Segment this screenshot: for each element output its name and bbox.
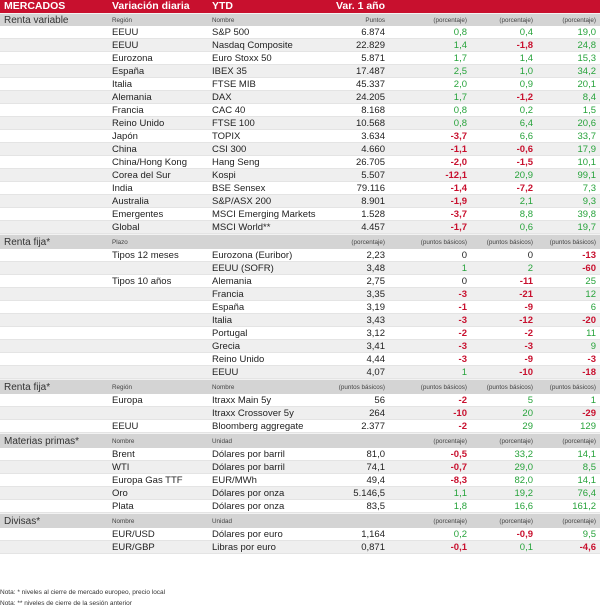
row-level: 22.829 <box>355 40 385 51</box>
row-name: Francia <box>212 289 244 300</box>
row-group: WTI <box>112 462 130 473</box>
daily-change: 1,7 <box>453 53 467 64</box>
table-row <box>0 394 600 407</box>
footnote: Nota: ** niveles de cierre de la sesión anterior <box>0 600 132 607</box>
section-header-renta-variable <box>0 13 600 26</box>
daily-change-column-title: Variación diaria <box>112 0 190 12</box>
row-level: 6.874 <box>361 27 385 38</box>
row-name: Italia <box>212 315 233 326</box>
table-row <box>0 78 600 91</box>
row-level: 5.146,5 <box>353 488 385 499</box>
one-year-change: 9,3 <box>582 196 596 207</box>
row-group: Japón <box>112 131 138 142</box>
ytd-change: -3 <box>524 341 533 352</box>
ytd-change: -9 <box>524 354 533 365</box>
ytd-change: 2,1 <box>519 196 533 207</box>
row-name: Eurozona (Euribor) <box>212 250 293 261</box>
row-level: 56 <box>374 395 385 406</box>
ytd-change: -12 <box>519 315 533 326</box>
row-name: Dólares por barril <box>212 449 285 460</box>
table-row <box>0 314 600 327</box>
row-name: CAC 40 <box>212 105 246 116</box>
one-year-change: -60 <box>582 263 596 274</box>
row-level: 3.634 <box>361 131 385 142</box>
table-row <box>0 353 600 366</box>
daily-change: -12,1 <box>445 170 467 181</box>
ytd-change: -1,2 <box>516 92 533 103</box>
ytd-change: -21 <box>519 289 533 300</box>
row-name: TOPIX <box>212 131 241 142</box>
row-level: 8.901 <box>361 196 385 207</box>
table-row <box>0 448 600 461</box>
table-row <box>0 301 600 314</box>
daily-change: 1,7 <box>453 92 467 103</box>
column-header: (puntos básicos) <box>549 384 596 391</box>
ytd-change: 8,8 <box>519 209 533 220</box>
daily-change: 0,8 <box>453 105 467 116</box>
one-year-change: 39,8 <box>577 209 596 220</box>
row-name: Euro Stoxx 50 <box>212 53 272 64</box>
table-row <box>0 156 600 169</box>
table-row <box>0 208 600 221</box>
row-level: 79.116 <box>356 183 385 194</box>
ytd-change: -7,2 <box>516 183 533 194</box>
row-level: 3,12 <box>366 328 385 339</box>
table-row <box>0 39 600 52</box>
one-year-change: 6 <box>590 302 596 313</box>
section-title: Divisas* <box>4 516 41 527</box>
table-row <box>0 340 600 353</box>
column-header: (porcentaje) <box>351 239 385 246</box>
ytd-change: 0,2 <box>519 105 533 116</box>
one-year-change: 33,7 <box>577 131 596 142</box>
one-year-change: 10,1 <box>577 157 596 168</box>
one-year-change: 14,1 <box>577 475 596 486</box>
one-year-change: 17,9 <box>577 144 596 155</box>
row-name: S&P 500 <box>212 27 250 38</box>
one-year-change: 129 <box>580 421 596 432</box>
table-row <box>0 26 600 39</box>
row-name: DAX <box>212 92 232 103</box>
table-row <box>0 487 600 500</box>
row-group: Global <box>112 222 140 233</box>
column-header: Nombre <box>112 438 135 445</box>
daily-change: -1,4 <box>450 183 467 194</box>
row-level: 3,41 <box>366 341 385 352</box>
row-level: 45.337 <box>355 79 385 90</box>
table-row <box>0 262 600 275</box>
table-row <box>0 249 600 262</box>
row-level: 4,44 <box>366 354 385 365</box>
one-year-change: -29 <box>582 408 596 419</box>
section-header-materias-primas <box>0 433 600 448</box>
row-group: Reino Unido <box>112 118 165 129</box>
row-group: India <box>112 183 133 194</box>
one-year-change: -18 <box>582 367 596 378</box>
section-header-divisas <box>0 513 600 528</box>
table-row <box>0 420 600 433</box>
row-name: Portugal <box>212 328 248 339</box>
column-header: Región <box>112 17 132 24</box>
ytd-change: 0,1 <box>519 542 533 553</box>
row-name: BSE Sensex <box>212 183 266 194</box>
daily-change: 2,5 <box>453 66 467 77</box>
daily-change: -1,1 <box>450 144 467 155</box>
daily-change: -10 <box>453 408 467 419</box>
table-row <box>0 104 600 117</box>
daily-change: 1,1 <box>453 488 467 499</box>
section-header-renta-fija-tipos <box>0 234 600 249</box>
one-year-change: 24,8 <box>577 40 596 51</box>
row-name: FTSE 100 <box>212 118 255 129</box>
row-group: Tipos 10 años <box>112 276 172 287</box>
row-name: IBEX 35 <box>212 66 247 77</box>
column-header: Región <box>112 384 132 391</box>
ytd-change: 5 <box>527 395 533 406</box>
row-level: 8.168 <box>361 105 385 116</box>
ytd-change: 20,9 <box>514 170 533 181</box>
row-group: EUR/USD <box>112 529 155 540</box>
table-row <box>0 366 600 379</box>
one-year-change: 1,5 <box>582 105 596 116</box>
row-name: Reino Unido <box>212 354 265 365</box>
table-row <box>0 52 600 65</box>
daily-change: -0,1 <box>450 542 467 553</box>
section-title: Renta variable <box>4 15 69 26</box>
row-group: Italia <box>112 79 133 90</box>
footnotes <box>0 587 165 609</box>
one-year-change: 9,5 <box>582 529 596 540</box>
ytd-change: 1,4 <box>519 53 533 64</box>
row-level: 264 <box>369 408 385 419</box>
ytd-change: -9 <box>524 302 533 313</box>
table-row <box>0 541 600 554</box>
row-group: Oro <box>112 488 128 499</box>
daily-change: -0,7 <box>450 462 467 473</box>
row-name: FTSE MIB <box>212 79 256 90</box>
table-row <box>0 221 600 234</box>
row-level: 3,19 <box>366 302 385 313</box>
daily-change: 1,8 <box>453 501 467 512</box>
ytd-change: -1,5 <box>516 157 533 168</box>
row-group: EUR/GBP <box>112 542 155 553</box>
table-row <box>0 474 600 487</box>
column-header: (porcentaje) <box>433 518 467 525</box>
ytd-change: -2 <box>524 328 533 339</box>
daily-change: 2,0 <box>453 79 467 90</box>
column-header: (porcentaje) <box>562 438 596 445</box>
daily-change: -8,3 <box>450 475 467 486</box>
one-year-change: 14,1 <box>577 449 596 460</box>
daily-change: -1 <box>458 302 467 313</box>
ytd-column-title: YTD <box>212 0 233 12</box>
ytd-change: -1,8 <box>516 40 533 51</box>
ytd-change: 16,6 <box>514 501 533 512</box>
row-group: Francia <box>112 105 144 116</box>
table-row <box>0 182 600 195</box>
markets-title: MERCADOS <box>4 0 66 12</box>
ytd-change: 33,2 <box>514 449 533 460</box>
one-year-change: 161,2 <box>572 501 596 512</box>
column-header: (porcentaje) <box>499 518 533 525</box>
one-year-change: -3 <box>587 354 596 365</box>
column-header: Nombre <box>212 17 235 24</box>
one-year-change: 8,4 <box>582 92 596 103</box>
daily-change: 0 <box>461 276 467 287</box>
row-group: Corea del Sur <box>112 170 171 181</box>
daily-change: -1,7 <box>450 222 467 233</box>
row-group: China/Hong Kong <box>112 157 187 168</box>
row-level: 3,48 <box>366 263 385 274</box>
row-level: 2.377 <box>361 421 385 432</box>
row-name: CSI 300 <box>212 144 247 155</box>
daily-change: -0,5 <box>450 449 467 460</box>
row-group: Tipos 12 meses <box>112 250 179 261</box>
daily-change: -3,7 <box>450 131 467 142</box>
ytd-change: 29 <box>522 421 533 432</box>
row-group: Australia <box>112 196 149 207</box>
ytd-change: 0 <box>527 250 533 261</box>
row-group: Eurozona <box>112 53 153 64</box>
column-header: Plazo <box>112 239 128 246</box>
row-level: 2,75 <box>366 276 385 287</box>
ytd-change: 1,0 <box>519 66 533 77</box>
one-year-change: 76,4 <box>577 488 596 499</box>
row-level: 26.705 <box>355 157 385 168</box>
row-name: EEUU (SOFR) <box>212 263 274 274</box>
table-row <box>0 130 600 143</box>
ytd-change: 19,2 <box>514 488 533 499</box>
ytd-change: -10 <box>519 367 533 378</box>
ytd-change: 6,6 <box>519 131 533 142</box>
one-year-change: 9 <box>590 341 596 352</box>
ytd-change: 2 <box>527 263 533 274</box>
row-group: China <box>112 144 137 155</box>
row-name: Alemania <box>212 276 252 287</box>
row-level: 1.528 <box>361 209 385 220</box>
column-header: (puntos básicos) <box>420 384 467 391</box>
row-level: 4,07 <box>366 367 385 378</box>
daily-change: -3 <box>458 289 467 300</box>
row-name: MSCI Emerging Markets <box>212 209 316 220</box>
row-level: 5.871 <box>361 53 385 64</box>
daily-change: -2 <box>458 328 467 339</box>
row-level: 24.205 <box>355 92 385 103</box>
row-level: 81,0 <box>366 449 385 460</box>
row-group: EEUU <box>112 421 139 432</box>
daily-change: -2 <box>458 395 467 406</box>
one-year-change: 11 <box>586 328 596 339</box>
row-level: 2,23 <box>366 250 385 261</box>
one-year-change: 12 <box>585 289 596 300</box>
row-group: Europa Gas TTF <box>112 475 183 486</box>
ytd-change: 20 <box>522 408 533 419</box>
column-header: (porcentaje) <box>562 518 596 525</box>
row-level: 0,871 <box>361 542 385 553</box>
one-year-change: -4,6 <box>579 542 596 553</box>
row-level: 4.457 <box>361 222 385 233</box>
column-header: (porcentaje) <box>499 438 533 445</box>
row-name: Dólares por euro <box>212 529 283 540</box>
daily-change: -1,9 <box>450 196 467 207</box>
row-level: 5.507 <box>361 170 385 181</box>
row-name: EEUU <box>212 367 239 378</box>
row-level: 74,1 <box>366 462 385 473</box>
daily-change: -2,0 <box>450 157 467 168</box>
daily-change: -2 <box>458 421 467 432</box>
daily-change: -3 <box>458 315 467 326</box>
row-name: EUR/MWh <box>212 475 257 486</box>
one-year-change: -20 <box>582 315 596 326</box>
daily-change: 0,8 <box>453 27 467 38</box>
table-row <box>0 195 600 208</box>
row-name: Nasdaq Composite <box>212 40 293 51</box>
column-header: (porcentaje) <box>433 17 467 24</box>
column-header: Puntos <box>365 17 385 24</box>
column-header: Unidad <box>212 518 232 525</box>
table-row <box>0 461 600 474</box>
row-level: 10.568 <box>355 118 385 129</box>
markets-table <box>0 13 600 554</box>
daily-change: 0,2 <box>453 529 467 540</box>
ytd-change: 0,6 <box>519 222 533 233</box>
column-header: Nombre <box>212 384 235 391</box>
row-name: Bloomberg aggregate <box>212 421 304 432</box>
one-year-change: 15,3 <box>577 53 596 64</box>
one-year-change: 20,6 <box>577 118 596 129</box>
column-header: (puntos básicos) <box>420 239 467 246</box>
table-row <box>0 528 600 541</box>
column-header: (puntos básicos) <box>338 384 385 391</box>
one-year-change: -13 <box>582 250 596 261</box>
one-year-change: 34,2 <box>577 66 596 77</box>
column-header: (puntos básicos) <box>486 239 533 246</box>
row-group: Europa <box>112 395 143 406</box>
daily-change: 0,8 <box>453 118 467 129</box>
table-row <box>0 275 600 288</box>
table-row <box>0 91 600 104</box>
row-level: 4.660 <box>361 144 385 155</box>
row-level: 1,164 <box>361 529 385 540</box>
ytd-change: 0,9 <box>519 79 533 90</box>
ytd-change: 6,4 <box>519 118 533 129</box>
row-level: 3,35 <box>366 289 385 300</box>
daily-change: 0 <box>461 250 467 261</box>
row-group: Plata <box>112 501 134 512</box>
section-title: Materias primas* <box>4 436 80 447</box>
daily-change: -3 <box>458 341 467 352</box>
ytd-change: -0,6 <box>516 144 533 155</box>
ytd-change: 0,4 <box>519 27 533 38</box>
table-row <box>0 65 600 78</box>
row-name: Grecia <box>212 341 240 352</box>
row-level: 3,43 <box>366 315 385 326</box>
row-level: 83,5 <box>366 501 385 512</box>
table-row <box>0 500 600 513</box>
row-group: Brent <box>112 449 135 460</box>
column-header: (puntos básicos) <box>486 384 533 391</box>
table-row <box>0 288 600 301</box>
row-name: Kospi <box>212 170 236 181</box>
markets-header-bar <box>0 0 600 13</box>
section-title: Renta fija* <box>4 237 51 248</box>
row-group: Emergentes <box>112 209 164 220</box>
daily-change: 1,4 <box>453 40 467 51</box>
daily-change: 1 <box>461 263 467 274</box>
row-group: EEUU <box>112 27 139 38</box>
table-row <box>0 143 600 156</box>
one-year-change: 19,0 <box>577 27 596 38</box>
row-group: España <box>112 66 145 77</box>
table-row <box>0 407 600 420</box>
one-year-change: 7,3 <box>582 183 596 194</box>
row-group: EEUU <box>112 40 139 51</box>
row-name: Dólares por barril <box>212 462 285 473</box>
row-level: 17.487 <box>355 66 385 77</box>
row-name: Libras por euro <box>212 542 276 553</box>
footnote: Nota: * niveles al cierre de mercado europeo, precio local <box>0 589 166 596</box>
section-title: Renta fija* <box>4 382 51 393</box>
column-header: (porcentaje) <box>433 438 467 445</box>
row-name: Dólares por onza <box>212 501 285 512</box>
column-header: Unidad <box>212 438 232 445</box>
row-name: Itraxx Main 5y <box>212 395 272 406</box>
one-year-change: 1 <box>590 395 596 406</box>
row-name: Itraxx Crossover 5y <box>212 408 294 419</box>
one-year-change: 20,1 <box>577 79 596 90</box>
ytd-change: -11 <box>519 276 533 287</box>
table-row <box>0 169 600 182</box>
table-row <box>0 327 600 340</box>
ytd-change: -0,9 <box>516 529 533 540</box>
column-header: (porcentaje) <box>499 17 533 24</box>
ytd-change: 29,0 <box>514 462 533 473</box>
one-year-change: 19,7 <box>577 222 596 233</box>
row-group: Alemania <box>112 92 152 103</box>
row-level: 49,4 <box>366 475 385 486</box>
section-header-renta-fija-credito <box>0 379 600 394</box>
column-header: (puntos básicos) <box>549 239 596 246</box>
row-name: MSCI World** <box>212 222 271 233</box>
column-header: (porcentaje) <box>562 17 596 24</box>
table-row <box>0 117 600 130</box>
ytd-change: 82,0 <box>514 475 533 486</box>
one-year-column-title: Var. 1 año <box>335 0 385 12</box>
daily-change: -3 <box>458 354 467 365</box>
row-name: S&P/ASX 200 <box>212 196 272 207</box>
daily-change: 1 <box>461 367 467 378</box>
daily-change: -3,7 <box>450 209 467 220</box>
row-name: España <box>212 302 245 313</box>
column-header: Nombre <box>112 518 135 525</box>
row-name: Hang Seng <box>212 157 260 168</box>
one-year-change: 25 <box>585 276 596 287</box>
one-year-change: 99,1 <box>577 170 596 181</box>
row-name: Dólares por onza <box>212 488 285 499</box>
one-year-change: 8,5 <box>582 462 596 473</box>
